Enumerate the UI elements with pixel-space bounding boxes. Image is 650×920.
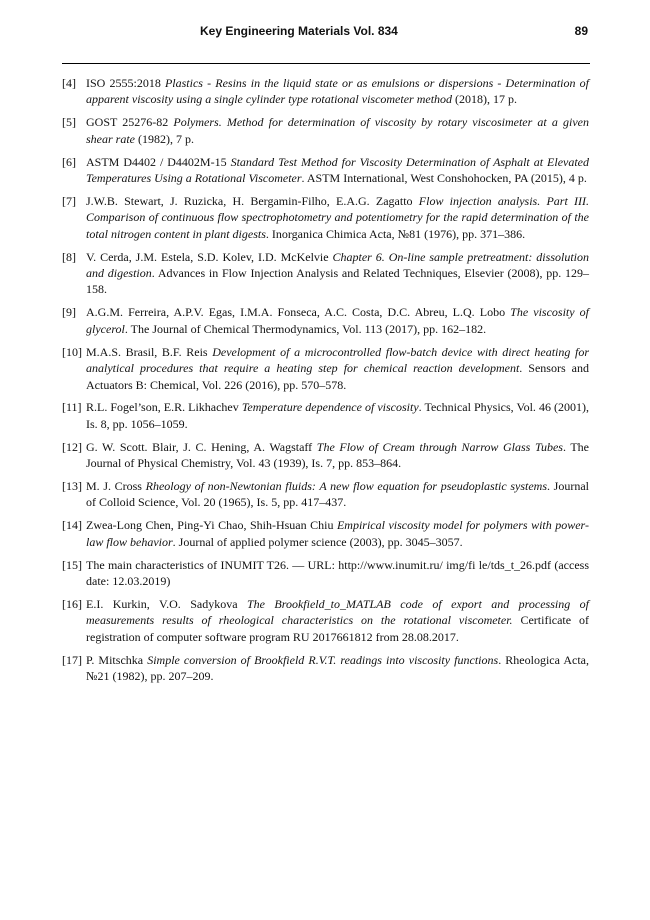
reference-title: Standard Test Method for Viscosity Determination of Asphalt at Elevated Temperatures Using a Rotational Viscometer (86, 154, 590, 186)
reference-authors: A.G.M. Ferreira, A.P.V. Egas, I.M.A. Fonseca, A.C. Costa, D.C. Abreu, L.Q. Lobo (86, 305, 511, 320)
reference-source: . Inorganica Chimica Acta, №81 (1976), pp. 371–386. (265, 226, 526, 241)
reference-item (62, 596, 589, 645)
reference-number: [17] (62, 652, 82, 667)
reference-number: [13] (62, 479, 82, 494)
reference-number: [15] (62, 557, 82, 572)
reference-number: [8] (62, 249, 76, 264)
reference-authors: R.L. Fogel’son, E.R. Likhachev (86, 400, 242, 415)
reference-title: Temperature dependence of viscosity (241, 400, 419, 415)
reference-item (62, 517, 589, 550)
running-header (62, 24, 590, 42)
reference-number: [9] (62, 305, 76, 320)
reference-number: [14] (62, 518, 82, 533)
reference-authors: ISO 2555:2018 (86, 76, 165, 90)
reference-authors: ASTM D4402 / D4402M-15 (86, 154, 231, 169)
page-number: 89 (574, 24, 588, 38)
reference-title: Development of a microcontrolled flow-batch device with direct heating for analytical procedures that require a heating step for chemical reaction development (86, 344, 590, 376)
reference-title: Polymers. Method for determination of viscosity by rotary viscosimeter at a given shear rate (86, 115, 589, 146)
reference-authors: V. Cerda, J.M. Estela, S.D. Kolev, I.D. McKelvie (86, 249, 333, 264)
reference-source: . Journal of applied polymer science (2003), pp. 3045–3057. (172, 534, 463, 549)
reference-source: . Technical Physics, Vol. 46 (2001), Is. 8, pp. 1056–1059. (86, 400, 589, 431)
reference-source: (2018), 17 p. (452, 92, 518, 107)
reference-source: . ASTM International, West Conshohocken, PA (2015), 4 p. (301, 171, 587, 186)
reference-item (62, 114, 589, 147)
reference-title: Simple conversion of Brookfield R.V.T. readings into viscosity functions (147, 652, 499, 667)
reference-number: [11] (62, 400, 82, 415)
reference-number: [6] (62, 154, 76, 169)
reference-authors: M. J. Cross (86, 479, 146, 494)
reference-title: Chapter 6. On-line sample pretreatment: dissolution and digestion (86, 249, 589, 281)
reference-source: . The Journal of Chemical Thermodynamics, Vol. 113 (2017), pp. 162–182. (124, 321, 487, 336)
reference-item (62, 154, 589, 187)
reference-number: [7] (62, 193, 76, 208)
reference-source: . Journal of Colloid Science, Vol. 20 (1965), Is. 5, pp. 417–437. (86, 479, 590, 510)
reference-authors: J.W.B. Stewart, J. Ruzicka, H. Bergamin-Filho, E.A.G. Zagatto (86, 193, 419, 208)
reference-source: . Rheologica Acta, №21 (1982), pp. 207–209. (86, 652, 590, 684)
reference-item (62, 652, 589, 685)
reference-authors: The main characteristics of INUMIT T26. — URL: http://www.inumit.ru/ img/fi le/tds_t_26.pdf (access date: 12.03.2019) (86, 557, 589, 589)
reference-source: (1982), 7 p. (135, 131, 194, 146)
reference-item (62, 344, 589, 393)
reference-authors: M.A.S. Brasil, B.F. Reis (86, 344, 213, 359)
reference-item (62, 304, 589, 337)
reference-item (62, 75, 589, 108)
reference-title: The viscosity of glycerol (86, 305, 590, 336)
reference-number: [16] (62, 596, 82, 611)
reference-number: [10] (62, 344, 82, 359)
reference-item (62, 478, 589, 511)
header-rule (62, 63, 590, 64)
reference-source: . Sensors and Actuators B: Chemical, Vol. 226 (2016), pp. 570–578. (86, 361, 589, 392)
reference-item (62, 439, 589, 472)
reference-item (62, 399, 589, 432)
reference-source: . The Journal of Physical Chemistry, Vol. 43 (1939), Is. 7, pp. 853–864. (86, 439, 590, 471)
reference-title: The Brookfield_to_MATLAB code of export and processing of measurements results of rheological characteristics on the rotational viscometer. (86, 596, 589, 628)
reference-title: Rheology of non-Newtonian fluids: A new flow equation for pseudoplastic systems (145, 479, 548, 494)
reference-authors: E.I. Kurkin, V.O. Sadykova (86, 596, 247, 611)
reference-item (62, 557, 589, 590)
reference-source: . Advances in Flow Injection Analysis and Related Techniques, Elsevier (2008), pp. 129–158. (86, 266, 590, 297)
reference-authors: Zwea-Long Chen, Ping-Yi Chao, Shih-Hsuan Chiu (86, 518, 337, 533)
reference-number: [12] (62, 439, 82, 454)
reference-title: Plastics - Resins in the liquid state or as emulsions or dispersions - Determination of apparent viscosity using a single cylinder type rotational viscometer method (86, 76, 589, 107)
journal-title: Key Engineering Materials Vol. 834 (200, 24, 398, 38)
reference-list (62, 75, 589, 691)
reference-number: [4] (62, 76, 76, 90)
reference-item (62, 249, 589, 298)
reference-authors: GOST 25276-82 (86, 115, 174, 130)
reference-authors: P. Mitschka (86, 652, 148, 667)
reference-authors: G. W. Scott. Blair, J. C. Hening, A. Wagstaff (86, 439, 317, 454)
reference-source: Certificate of registration of computer software program RU 2017661812 from 28.08.2017. (86, 613, 589, 644)
reference-title: Flow injection analysis. Part III. Comparison of continuous flow spectrophotometry and potentiometry for the rapid determination of the total nitrogen content in plant digests (86, 193, 589, 241)
reference-title: Empirical viscosity model for polymers with power-law flow behavior (86, 518, 589, 549)
reference-item (62, 193, 589, 242)
reference-title: The Flow of Cream through Narrow Glass Tubes (316, 439, 563, 454)
reference-number: [5] (62, 115, 76, 130)
